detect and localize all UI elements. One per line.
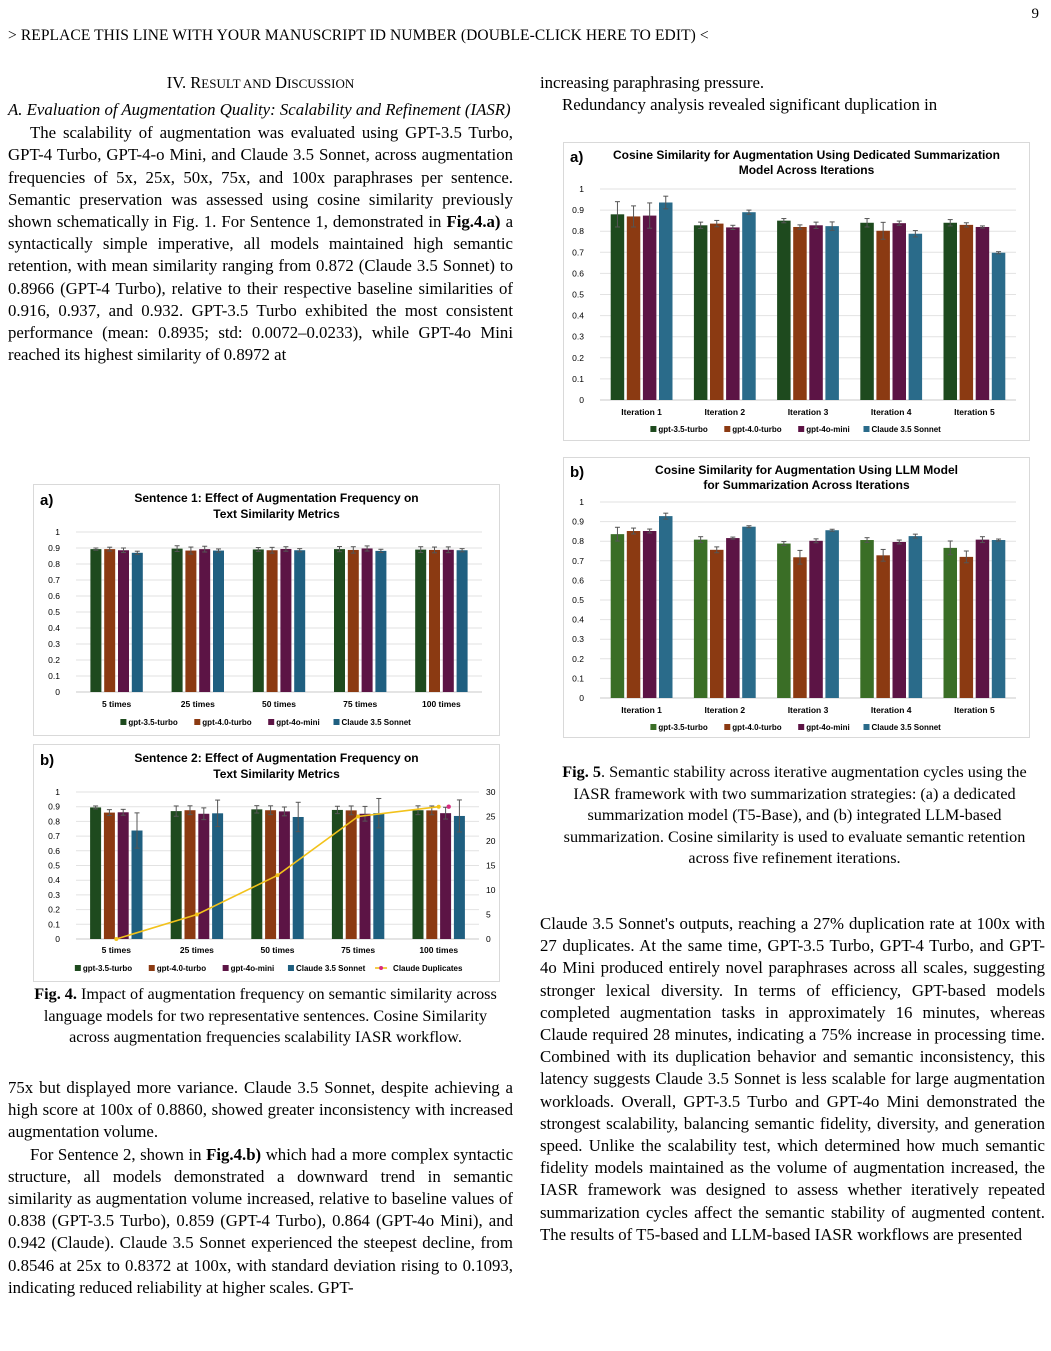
bar — [413, 810, 424, 939]
y-tick-label: 0 — [579, 395, 584, 405]
fig5a-chart — [563, 142, 1030, 441]
legend-label: gpt-3.5-turbo — [128, 718, 178, 727]
paragraph-redundancy: Redundancy analysis revealed significant duplication in — [562, 95, 938, 115]
y-tick-label: 0.9 — [48, 543, 60, 553]
right-column-top — [540, 72, 1045, 116]
y-tick-label: 0.5 — [48, 860, 60, 871]
x-tick-label: 50 times — [261, 699, 297, 709]
y-tick-label: 0.7 — [48, 831, 60, 842]
bar — [334, 549, 345, 692]
paragraph-pressure: increasing paraphrasing pressure. — [540, 73, 765, 92]
legend-swatch — [288, 965, 294, 971]
chart-title: Text Similarity Metrics — [213, 507, 340, 521]
bar — [212, 813, 223, 939]
bar — [742, 212, 756, 400]
bar — [876, 555, 890, 698]
legend-label: gpt-4o-mini — [276, 718, 320, 727]
bar — [777, 221, 791, 400]
chart-title: Sentence 2: Effect of Augmentation Frequency on — [134, 751, 419, 765]
bar — [643, 216, 657, 400]
x-tick-label: Iteration 3 — [787, 705, 829, 715]
legend-swatch — [864, 724, 870, 730]
section-heading: IV. RESULT AND DISCUSSION — [166, 73, 355, 92]
y-tick-label: 0.6 — [572, 268, 584, 279]
y-tick-label: 0.2 — [572, 653, 584, 664]
bar — [457, 550, 468, 692]
y2-tick-label: 25 — [486, 811, 496, 822]
bar — [960, 225, 974, 400]
bar — [362, 548, 373, 692]
y-tick-label: 0.2 — [48, 904, 60, 915]
duplicates-point — [356, 815, 360, 819]
bar — [294, 550, 305, 692]
chart-title: Model Across Iterations — [738, 163, 875, 177]
y-tick-label: 0.4 — [572, 310, 584, 321]
paragraph-duplication: Claude 3.5 Sonnet's outputs, reaching a 27% duplication rate at 100x with 27 duplicates. At the same time, GPT-3.5 Turbo, GPT-4 Turbo, and GPT-4o Mini produced entirely novel paraphrases across all scales, suggesting stronger lexical diversity. In terms of efficiency, GPT-based models completed augmentation tasks in approximately 16 minutes, whereas Claude required 28 minutes, indicating a 75% increase in processing time. Combined with its duplication behavior and semantic inconsistency, this latency suggests Claude 3.5 Sonnet is less scalable for large augmentation workloads. Overall, GPT-3.5 Turbo and GPT-4o Mini demonstrated the strongest scalability, balancing semantic fidelity, diversity, and generation speed. Unlike the scalability test, which determined how much semantic fidelity models maintained as the volume of augmentation increased, the IASR framework was designed to assess whether iteratively repeated summarization cycles affect the semantic stability of augmented content. The results of T5-based and LLM-based IASR workflows are presented — [540, 914, 1045, 1244]
legend-label: gpt-4.0-turbo — [202, 718, 252, 727]
y-tick-label: 0.5 — [572, 595, 584, 605]
bar — [825, 530, 839, 698]
legend-swatch — [194, 719, 200, 725]
left-column-lower — [8, 1077, 513, 1299]
page-number: 9 — [1031, 6, 1039, 22]
y-tick-label: 0.6 — [572, 575, 584, 586]
bar — [627, 531, 641, 698]
bar — [809, 541, 823, 698]
duplicates-line — [116, 807, 438, 939]
bar — [893, 223, 907, 400]
y2-tick-label: 10 — [486, 885, 496, 895]
bar — [415, 550, 426, 692]
y-tick-label: 0.5 — [572, 289, 584, 300]
fig5b-chart — [563, 457, 1030, 738]
duplicates-marker — [447, 805, 451, 809]
x-tick-label: Iteration 2 — [704, 407, 746, 417]
bar — [659, 203, 673, 400]
legend-swatch — [724, 724, 730, 730]
bar — [627, 216, 641, 400]
y2-tick-label: 30 — [486, 787, 496, 797]
legend-swatch — [379, 966, 383, 970]
legend-label: gpt-4.0-turbo — [732, 723, 782, 732]
legend-swatch — [149, 965, 155, 971]
x-tick-label: 25 times — [180, 699, 215, 709]
y-tick-label: 0.1 — [572, 373, 584, 384]
bar — [426, 810, 437, 939]
bar — [777, 544, 791, 698]
bar — [726, 538, 740, 698]
y-tick-label: 0.8 — [48, 559, 60, 569]
legend-label: gpt-4o-mini — [230, 964, 275, 973]
y-tick-label: 0.9 — [572, 516, 584, 527]
y-tick-label: 0.3 — [48, 889, 60, 900]
chart-title: for Summarization Across Iterations — [703, 478, 910, 492]
bar — [429, 550, 440, 692]
legend-label: gpt-4o-mini — [806, 723, 850, 732]
x-tick-label: Iteration 1 — [621, 407, 662, 417]
y-tick-label: 0.5 — [48, 607, 60, 617]
x-tick-label: 75 times — [341, 945, 376, 955]
bar — [265, 810, 276, 939]
legend-swatch — [650, 426, 656, 432]
bar — [909, 234, 923, 400]
bar — [893, 542, 907, 698]
bar — [976, 227, 990, 400]
x-tick-label: 5 times — [101, 945, 131, 955]
bar — [992, 253, 1006, 400]
fig5-caption: Fig. 5. Semantic stability across iterative augmentation cycles using the IASR framework with two summarization strategies: (a) a dedicated summarization model (T5-Base), and (b) integrated LLM-based summarization. Cosine similarity is used to evaluate semantic retention across five refinement iterations. — [562, 763, 1027, 867]
subsection-heading: A. Evaluation of Augmentation Quality: Scalability and Refinement (IASR) — [8, 100, 511, 120]
bar — [611, 534, 625, 698]
bar — [742, 527, 756, 698]
bar — [185, 810, 196, 939]
x-tick-label: 5 times — [101, 699, 132, 709]
y2-tick-label: 15 — [486, 860, 496, 871]
bar — [118, 812, 129, 939]
bar — [443, 550, 454, 692]
y-tick-label: 0.2 — [48, 655, 60, 665]
bar — [104, 549, 115, 692]
y2-tick-label: 0 — [486, 934, 491, 944]
y-tick-label: 0.4 — [572, 614, 584, 625]
legend-swatch — [650, 724, 656, 730]
legend-swatch — [75, 965, 81, 971]
y-tick-label: 1 — [55, 787, 60, 797]
bar — [280, 549, 291, 692]
x-tick-label: 50 times — [260, 945, 295, 955]
x-tick-label: 100 times — [422, 699, 461, 709]
duplicates-point — [437, 805, 441, 809]
y-tick-label: 0.3 — [572, 331, 584, 342]
y-tick-label: 0.7 — [572, 247, 584, 258]
bar — [909, 536, 923, 698]
y-tick-label: 0.8 — [572, 226, 584, 237]
bar — [809, 225, 823, 400]
bar — [694, 540, 708, 698]
legend-label: Claude 3.5 Sonnet — [295, 964, 366, 973]
bar — [373, 813, 384, 939]
x-tick-label: 25 times — [179, 945, 214, 955]
legend-label: gpt-3.5-turbo — [658, 723, 708, 732]
bar — [976, 540, 990, 698]
fig-ref-b: Fig.4.b) — [206, 1144, 262, 1164]
bar — [710, 224, 724, 400]
y-tick-label: 0.7 — [48, 575, 60, 585]
panel-label: b) — [570, 464, 585, 481]
panel-label: a) — [40, 492, 54, 509]
x-tick-label: Iteration 3 — [787, 407, 829, 417]
bar — [279, 811, 290, 939]
legend-label: gpt-4.0-turbo — [156, 964, 207, 973]
bar — [267, 550, 278, 692]
y-tick-label: 0.4 — [48, 623, 60, 633]
x-tick-label: 100 times — [419, 945, 459, 955]
x-tick-label: Iteration 4 — [870, 705, 912, 715]
bar — [185, 551, 196, 692]
bar — [454, 816, 465, 939]
bar — [643, 531, 657, 698]
bar — [960, 557, 974, 698]
legend-label: gpt-4.0-turbo — [732, 425, 782, 434]
legend-label: gpt-3.5-turbo — [658, 425, 708, 434]
legend-label: gpt-3.5-turbo — [82, 964, 133, 973]
duplicates-point — [276, 873, 280, 877]
fig-ref: Fig.4.a) — [446, 212, 501, 232]
y-tick-label: 0 — [579, 693, 584, 703]
y-tick-label: 1 — [579, 497, 584, 507]
right-column-lower — [540, 913, 1045, 1246]
legend-label: Claude 3.5 Sonnet — [871, 425, 941, 434]
legend-swatch — [334, 719, 340, 725]
bar — [198, 814, 209, 939]
bar — [992, 540, 1006, 698]
bar — [251, 809, 262, 939]
y-tick-label: 1 — [55, 527, 60, 537]
bar — [694, 225, 708, 400]
legend-swatch — [120, 719, 126, 725]
bar — [213, 551, 224, 692]
x-tick-label: Iteration 4 — [870, 407, 912, 417]
bar — [611, 214, 625, 400]
bar — [253, 549, 264, 692]
bar — [375, 551, 386, 692]
x-tick-label: Iteration 2 — [704, 705, 746, 715]
legend-swatch — [798, 426, 804, 432]
bar — [104, 813, 115, 939]
x-tick-label: Iteration 1 — [621, 705, 662, 715]
bar — [825, 226, 839, 400]
bar — [710, 550, 724, 698]
legend-label: Claude Duplicates — [393, 964, 463, 973]
chart-title: Cosine Similarity for Augmentation Using Dedicated Summarization — [613, 148, 1000, 162]
y-tick-label: 0.3 — [48, 639, 60, 649]
bar — [860, 540, 874, 698]
bar — [346, 810, 357, 939]
legend-label: Claude 3.5 Sonnet — [341, 718, 411, 727]
y-tick-label: 0 — [55, 687, 60, 697]
y-tick-label: 0.1 — [572, 673, 584, 684]
y2-tick-label: 5 — [486, 909, 491, 920]
bar — [726, 227, 740, 400]
y-tick-label: 0.9 — [572, 205, 584, 216]
x-tick-label: Iteration 5 — [954, 705, 995, 715]
bar — [944, 548, 958, 698]
bar — [793, 227, 807, 400]
y-tick-label: 0.6 — [48, 845, 60, 856]
paragraph-sentence2: For Sentence 2, shown in Fig.4.b) which had a more complex syntactic structure, all models demonstrated a downward trend in semantic similarity as augmentation volume increased, relative to baseline values of 0.838 (GPT-3.5 Turbo), 0.859 (GPT-4 Turbo), 0.864 (GPT-4o Mini), and 0.942 (Claude). Claude 3.5 Sonnet experienced the steepest decline, from 0.8546 at 25x to 0.8372 at 100x, with standard deviation rising to 0.1093, indicating reduced reliability at higher scales. GPT- — [8, 1144, 514, 1297]
duplicates-point — [114, 937, 118, 941]
legend-swatch — [864, 426, 870, 432]
bar — [199, 549, 210, 692]
y-tick-label: 0.1 — [48, 919, 60, 930]
legend-swatch — [223, 965, 229, 971]
bar — [876, 231, 890, 400]
y-tick-label: 1 — [579, 184, 584, 194]
y-tick-label: 0.2 — [572, 352, 584, 363]
x-tick-label: 75 times — [343, 699, 378, 709]
chart-title: Sentence 1: Effect of Augmentation Frequency on — [134, 491, 419, 505]
bar — [172, 549, 183, 692]
bar — [360, 814, 371, 939]
legend-swatch — [724, 426, 730, 432]
bar — [944, 223, 958, 400]
bar — [90, 549, 101, 692]
y-tick-label: 0 — [55, 934, 60, 944]
paragraph-claude-inconsistency: 75x but displayed more variance. Claude 3.5 Sonnet, despite achieving a high score at 100x of 0.8860, showed greater inconsistency with increased augmentation volume. — [8, 1078, 513, 1142]
fig4a-chart — [33, 484, 500, 736]
panel-label: a) — [570, 149, 584, 166]
y-tick-label: 0.1 — [48, 671, 60, 681]
panel-label: b) — [40, 752, 55, 769]
bar — [860, 223, 874, 400]
bar — [348, 550, 359, 692]
legend-label: gpt-4o-mini — [806, 425, 850, 434]
y-tick-label: 0.4 — [48, 875, 60, 886]
manuscript-header: > REPLACE THIS LINE WITH YOUR MANUSCRIPT ID NUMBER (DOUBLE-CLICK HERE TO EDIT) < — [8, 27, 709, 44]
y-tick-label: 0.6 — [48, 591, 60, 601]
y-tick-label: 0.3 — [572, 634, 584, 645]
y-tick-label: 0.9 — [48, 801, 60, 812]
left-column — [8, 72, 513, 366]
paragraph-scalability: The scalability of augmentation was evaluated using GPT-3.5 Turbo, GPT-4 Turbo, GPT-4-o Mini, and Claude 3.5 Sonnet, across augmentation frequencies of 5x, 25x, 50x, 75x, and 100x paraphrases per sentence. Semantic preservation was assessed using cosine similarity previously shown schematically in Fig. 1. For Sentence 1, demonstrated in Fig.4.a) a syntactically simple imperative, all models maintained high semantic retention, with mean similarity ranging from 0.872 (Claude 3.5 Sonnet) to 0.8966 (GPT-4 Turbo), relative to their respective baseline similarities of 0.916, 0.937, and 0.932. GPT-3.5 Turbo exhibited the most consistent performance (mean: 0.8935; std: 0.0072–0.0233), while GPT-4o Mini reached its highest similarity of 0.8972 at — [8, 123, 514, 365]
x-tick-label: Iteration 5 — [954, 407, 995, 417]
chart-title: Cosine Similarity for Augmentation Using LLM Model — [655, 463, 958, 477]
y-tick-label: 0.8 — [572, 536, 584, 547]
fig4b-chart — [33, 744, 500, 982]
legend-label: Claude 3.5 Sonnet — [871, 723, 941, 732]
y-tick-label: 0.8 — [48, 816, 60, 827]
y-tick-label: 0.7 — [572, 555, 584, 566]
y2-tick-label: 20 — [486, 836, 496, 846]
bar — [659, 516, 673, 698]
fig4-caption: Fig. 4. Impact of augmentation frequency on semantic similarity across language models for two representative sentences. Cosine Similarity across augmentation frequencies scalability IASR workflow. — [34, 985, 497, 1046]
bar — [90, 807, 101, 939]
duplicates-point — [195, 913, 199, 917]
legend-swatch — [798, 724, 804, 730]
legend-swatch — [268, 719, 274, 725]
bar — [118, 550, 129, 692]
bar — [293, 817, 304, 939]
chart-title: Text Similarity Metrics — [213, 767, 340, 781]
bar — [793, 557, 807, 698]
bar — [132, 553, 143, 692]
bar — [440, 813, 451, 939]
